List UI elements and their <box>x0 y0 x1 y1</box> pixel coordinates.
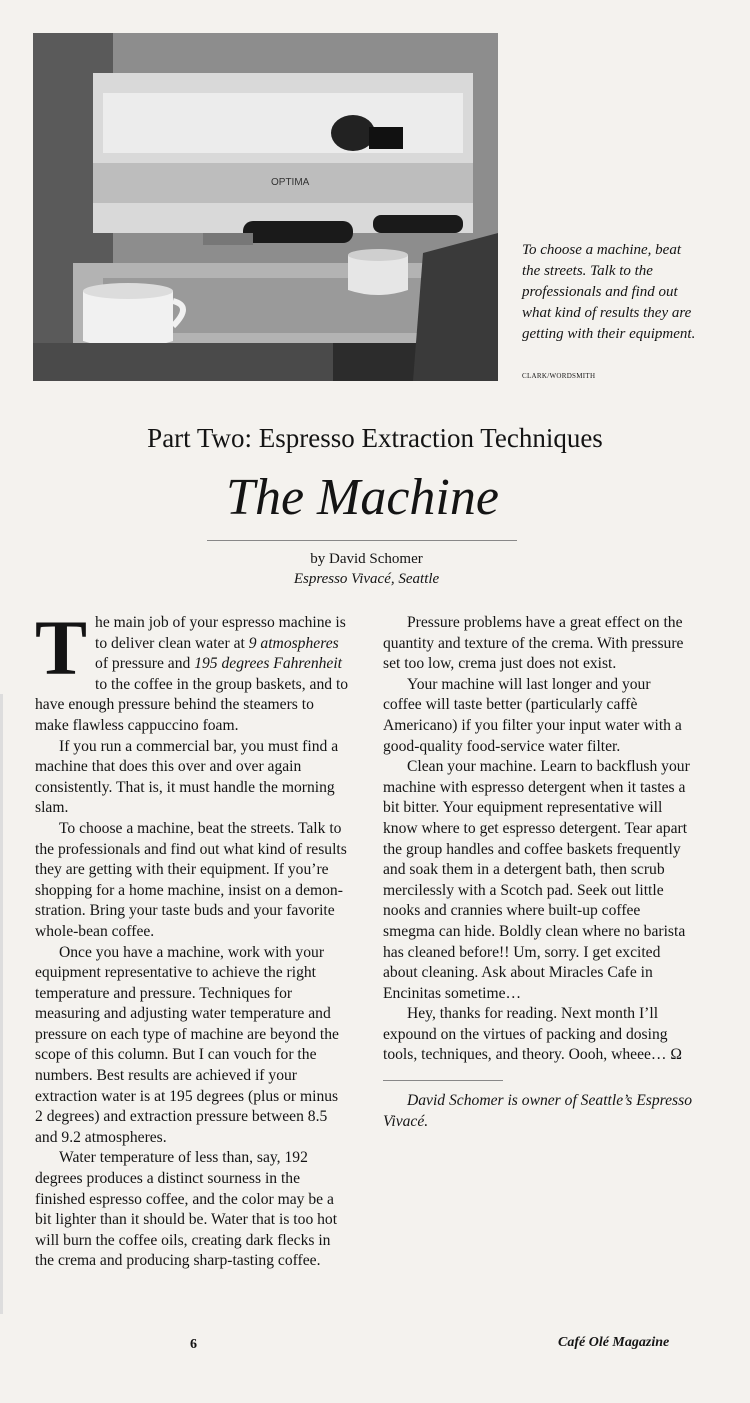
drop-cap: T <box>35 604 88 691</box>
magazine-name: Café Olé Magazine <box>558 1335 670 1350</box>
article-paragraph: Your machine will last longer and your coffee will taste better (particularly caffè Americano) if you filter your input water with a good-quality food-service water filter. <box>383 675 682 755</box>
author-affiliation: Espresso Vivacé, Seattle <box>293 571 440 587</box>
paragraph-text: of pressure and <box>95 655 195 673</box>
article-column-left <box>35 604 349 1272</box>
machine-brand-label: OPTIMA <box>271 177 310 188</box>
article-paragraph: Clean your machine. Learn to backflush your machine with espresso detergent when it tastes a bit bitter. Your equipment representative will know where to get espresso detergent. Tear apart the group handles and coffee baskets frequently and soak them in a detergent bath, then scrub mercilessly with a Scotch pad. Seek out little nooks and crannies where built-up coffee smegma can hide. Boldly clean where no barista has cleaned before!! Um, sorry. I get excited about cleaning. Ask about Miracles Cafe in Encinitas sometime… <box>383 758 690 1002</box>
article-paragraph: If you run a commercial bar, you must find a machine that does this over and over again consistently. That is, it must handle the morning slam. <box>35 737 339 817</box>
article-kicker: Part Two: Espresso Extraction Techniques <box>147 423 603 453</box>
article-paragraph: Once you have a machine, work with your equipment representative to achieve the right temperature and pressure. Techniques for measuring and adjusting water temperature and pressure on each type of machine are beyond the scope of this column. But I can vouch for the numbers. Best results are achieved if your extraction water is at 195 degrees (plus or minus 2 degrees) and extraction pressure between 8.5 and 9.2 atmospheres. <box>35 943 339 1146</box>
article-paragraph: Pressure problems have a great effect on the quantity and texture of the crema. With pressure set too low, crema just does not exist. <box>383 614 684 673</box>
page-number: 6 <box>190 1337 197 1352</box>
article-title: The Machine <box>226 469 499 526</box>
paragraph-text: he main job of your espresso machine is to deliver clean water at <box>95 614 346 652</box>
article-paragraph <box>35 604 349 737</box>
author-name: by David Schomer <box>310 551 423 567</box>
photo-credit: CLARK/WORDSMITH <box>522 372 596 380</box>
emphasis-text: 9 atmospheres <box>248 634 339 652</box>
author-bio: David Schomer is owner of Seattle’s Espresso Vivacé. <box>383 1092 692 1130</box>
paragraph-text: to the coffee in the group baskets, and to have enough pressure behind the steamers to make flawless cappuccino foam. <box>35 675 349 734</box>
article-column-right <box>383 613 693 1132</box>
byline <box>0 549 733 589</box>
page-margin-mark <box>0 694 3 1314</box>
espresso-machine-illustration <box>33 33 498 381</box>
emphasis-text: 195 degrees Fahrenheit <box>194 655 343 673</box>
espresso-machine-photo <box>33 33 498 381</box>
article-paragraph: Hey, thanks for reading. Next month I’ll expound on the virtues of packing and dosing tools, techniques, and theory. Oooh, wheee… Ω <box>383 1005 682 1064</box>
article-paragraph: To choose a machine, beat the streets. Talk to the professionals and find out what kind of results they are getting with their equipment. If you’re shopping for a home machine, insist on a demonstration. Bring your taste buds and your favorite whole-bean coffee. <box>35 819 347 940</box>
bio-rule <box>383 1080 503 1081</box>
photo-caption: To choose a machine, beat the streets. Talk to the professionals and find out what kind of results they are getting with their equipment. <box>522 242 696 342</box>
article-paragraph: Water temperature of less than, say, 192 degrees produces a distinct sourness in the finished espresso coffee, and the color may be a bit lighter than it should be. Water that is too hot will burn the coffee oils, creating dark flecks in the crema and producing sharp-tasting coffee. <box>35 1149 338 1270</box>
title-rule <box>207 540 517 541</box>
